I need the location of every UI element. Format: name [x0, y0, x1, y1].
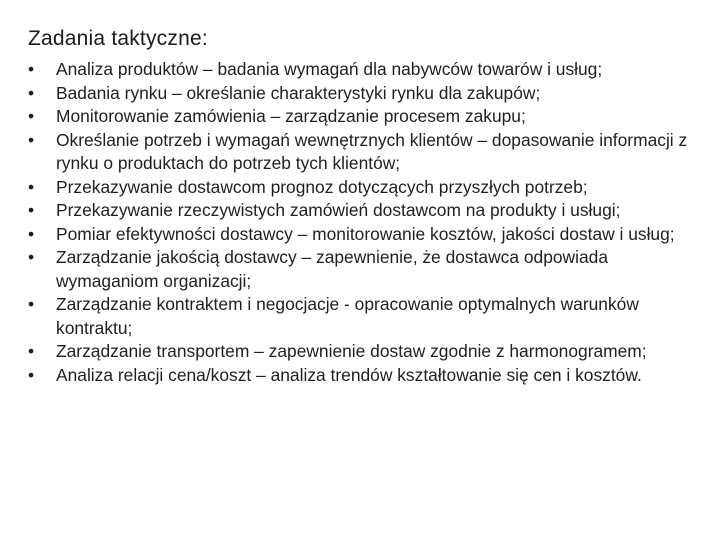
bullet-item	[28, 105, 700, 129]
bullet-icon: •	[28, 364, 35, 385]
bullet-icon: •	[28, 294, 35, 314]
bullet-text: Zarządzanie jakością dostawcy – zapewnienie, że dostawca odpowiada wymaganiom organizacji;	[56, 247, 608, 291]
bullet-text: Przekazywanie dostawcom prognoz dotyczących przyszłych potrzeb;	[56, 176, 588, 197]
bullet-item	[28, 82, 700, 106]
bullet-icon: •	[28, 223, 35, 244]
bullet-icon: •	[28, 341, 35, 361]
bullet-text: Analiza produktów – badania wymagań dla nabywców towarów i usług;	[56, 59, 603, 79]
bullet-text: Pomiar efektywności dostawcy – monitorowanie kosztów, jakości dostaw i usług;	[56, 223, 675, 244]
slide-title: Zadania taktyczne:	[28, 27, 208, 50]
bullet-icon: •	[28, 82, 35, 103]
bullet-text: Przekazywanie rzeczywistych zamówień dostawcom na produkty i usługi;	[56, 200, 621, 220]
bullet-item	[28, 340, 700, 364]
bullet-icon: •	[28, 176, 35, 197]
bullet-item	[28, 223, 700, 247]
bullet-icon: •	[28, 129, 35, 150]
bullet-text: Monitorowanie zamówienia – zarządzanie procesem zakupu;	[56, 106, 526, 126]
bullet-icon: •	[28, 106, 35, 126]
bullet-icon: •	[28, 200, 35, 220]
bullet-icon: •	[28, 59, 35, 79]
bullet-text: Analiza relacji cena/koszt – analiza trendów kształtowanie się cen i kosztów.	[56, 364, 642, 385]
bullet-item	[28, 246, 700, 293]
bullet-item	[28, 176, 700, 200]
bullet-text: Określanie potrzeb i wymagań wewnętrznych klientów – dopasowanie informacji z rynku o produktach do potrzeb tych klientów;	[56, 129, 688, 173]
bullet-text: Zarządzanie kontraktem i negocjacje - opracowanie optymalnych warunków kontraktu;	[56, 294, 639, 338]
bullet-item	[28, 364, 700, 388]
bullet-list	[28, 58, 700, 387]
bullet-icon: •	[28, 247, 35, 267]
bullet-item	[28, 129, 700, 176]
bullet-text: Badania rynku – określanie charakterystyki rynku dla zakupów;	[56, 82, 541, 103]
bullet-item	[28, 58, 700, 82]
bullet-item	[28, 293, 700, 340]
bullet-item	[28, 199, 700, 223]
bullet-text: Zarządzanie transportem – zapewnienie dostaw zgodnie z harmonogramem;	[56, 341, 647, 361]
